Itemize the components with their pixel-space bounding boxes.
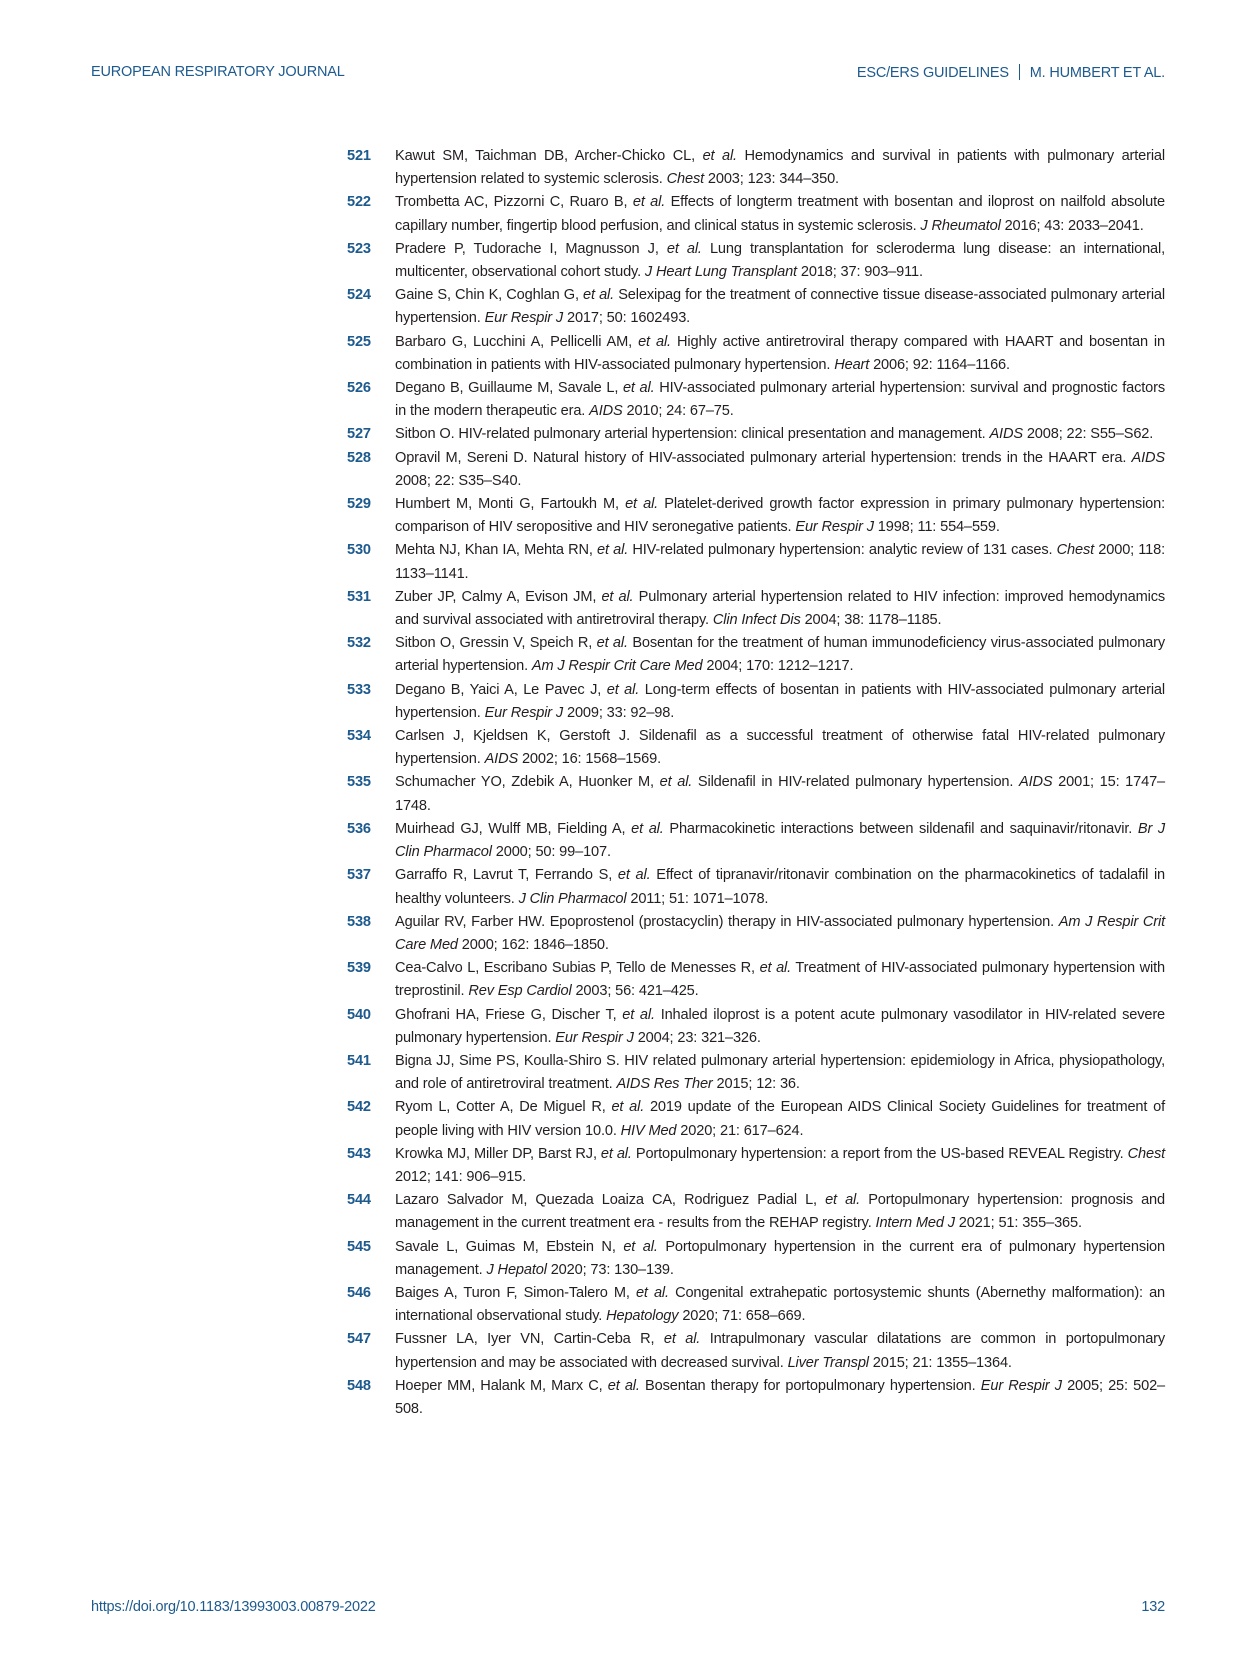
reference-item [347,331,1165,377]
reference-number: 532 [347,635,371,652]
et-al: et al. [635,1284,669,1301]
reference-authors: Sitbon O. [395,426,455,443]
reference-text: Savale L, Guimas M, Ebstein N, et al. Portopulmonary hypertension in the current era of pulmonary hypertension management. J Hepatol 2020; 73: 130–139. [395,1238,1165,1278]
reference-authors: Barbaro G, Lucchini A, Pellicelli AM [395,333,629,350]
reference-journal: Liver Transpl [787,1354,869,1371]
reference-item [347,818,1165,864]
reference-item [347,191,1165,237]
reference-citation: 2017; 50: 1602493. [566,310,691,327]
reference-title: Highly active antiretroviral therapy compared with HAART and bosentan in combination in patients with HIV-associated pulmonary hypertension. [395,333,1165,373]
reference-text [395,423,1165,446]
reference-number: 521 [347,148,371,164]
reference-item [347,1328,1165,1374]
reference-citation: 2005; 25: 502–508. [395,1377,1165,1417]
reference-title: Hemodynamics and survival in patients with pulmonary arterial hypertension related to systemic sclerosis. [395,148,1165,188]
reference-number: 526 [347,380,371,397]
reference-authors: Kawut SM, Taichman DB, Archer-Chicko CL [395,148,692,164]
running-header [857,64,1165,81]
reference-number: 540 [347,1006,371,1023]
reference-number: 530 [347,542,371,559]
et-al: et al. [666,240,702,257]
reference-authors: Hoeper MM, Halank M, Marx C [395,1377,599,1394]
reference-text: Trombetta AC, Pizzorni C, Ruaro B, et al. Effects of longterm treatment with bosentan and iloprost on nailfold absolute capillary number, fingertip blood perfusion, and clinical status in systemic sclerosis. J Rheumatol 2016; 43: 2033–2041. [395,194,1165,234]
reference-journal: AIDS [1131,449,1166,466]
reference-item [347,423,1165,446]
reference-journal: Rev Esp Cardiol [468,983,572,1000]
reference-text: Cea-Calvo L, Escribano Subias P, Tello de Menesses R, et al. Treatment of HIV-associated pulmonary hypertension with treprostinil. Rev Esp Cardiol 2003; 56: 421–425. [395,960,1165,1000]
reference-text: Kawut SM, Taichman DB, Archer-Chicko CL, et al. Hemodynamics and survival in patients with pulmonary arterial hypertension related to systemic sclerosis. Chest 2003; 123: 344–350. [395,148,1165,188]
reference-number: 546 [347,1284,371,1301]
reference-item [347,1050,1165,1096]
reference-item [347,679,1165,725]
reference-title: Effect of tipranavir/ritonavir combination on the pharmacokinetics of tadalafil in healthy volunteers. [395,867,1165,907]
reference-authors: Muirhead GJ, Wulff MB, Fielding A [395,820,622,837]
reference-journal: Intern Med J [875,1215,955,1232]
et-al: et al. [622,380,655,397]
et-al: et al. [702,148,737,164]
reference-number: 523 [347,240,371,257]
reference-journal: AIDS [989,426,1023,443]
reference-title: Portopulmonary hypertension: prognosis and management in the current treatment era - results from the REHAP registry. [395,1192,1165,1232]
et-al: et al. [596,635,628,652]
reference-journal: Chest [1056,542,1095,559]
reference-authors: Cea-Calvo L, Escribano Subias P, Tello de Menesses R [395,960,752,977]
reference-citation: 2000; 162: 1846–1850. [461,936,609,953]
reference-citation: 2009; 33: 92–98. [566,704,675,721]
reference-citation: 2002; 16: 1568–1569. [521,751,661,768]
reference-title: Platelet-derived growth factor expression in primary pulmonary hypertension: comparison of HIV seropositive and HIV seronegative patients. [395,496,1166,536]
et-al: et al. [632,194,666,211]
reference-title: Bosentan therapy for portopulmonary hypertension. [645,1377,976,1394]
et-al: et al. [638,333,671,350]
reference-authors: Krowka MJ, Miller DP, Barst RJ [395,1145,593,1162]
reference-authors: Schumacher YO, Zdebik A, Huonker M [395,774,651,791]
reference-citation: 2015; 12: 36. [716,1076,800,1093]
et-al: et al. [611,1099,645,1116]
reference-authors: Trombetta AC, Pizzorni C, Ruaro B [395,194,624,211]
reference-title: Long-term effects of bosentan in patients with HIV-associated pulmonary arterial hypertension. [395,681,1165,721]
et-al: et al. [617,867,651,884]
reference-item [347,1004,1165,1050]
journal-name: EUROPEAN RESPIRATORY JOURNAL [91,64,345,80]
reference-journal: Br J Clin Pharmacol [395,820,1166,861]
reference-journal: J Rheumatol [920,217,1001,234]
reference-number: 527 [347,426,371,443]
reference-number: 537 [347,867,371,884]
reference-citation: 2003; 56: 421–425. [575,983,699,1000]
reference-title: Bosentan for the treatment of human immunodeficiency virus-associated pulmonary arterial hypertension. [395,635,1165,675]
reference-text: Schumacher YO, Zdebik A, Huonker M, et al. Sildenafil in HIV-related pulmonary hypertension. AIDS 2001; 15: 1747–1748. [395,774,1166,814]
et-al: et al. [625,496,659,513]
reference-item [347,725,1165,771]
reference-title: HIV related pulmonary arterial hypertension: epidemiology in Africa, physiopathology, and role of antiretroviral treatment. [395,1052,1166,1093]
reference-title: Portopulmonary hypertension in the current era of pulmonary hypertension management. [395,1238,1165,1278]
reference-citation: 2008; 22: S55–S62. [1026,426,1154,443]
reference-title: Natural history of HIV-associated pulmonary arterial hypertension: trends in the HAART era. [532,449,1127,466]
reference-text: Gaine S, Chin K, Coghlan G, et al. Selexipag for the treatment of connective tissue disease-associated pulmonary arterial hypertension. Eur Respir J 2017; 50: 1602493. [395,287,1165,327]
reference-authors: Zuber JP, Calmy A, Evison JM [395,588,593,605]
reference-title: HIV-associated pulmonary arterial hypertension: survival and prognostic factors in the modern therapeutic era. [395,380,1166,420]
reference-item [347,632,1165,678]
reference-title: Congenital extrahepatic portosystemic shunts (Abernethy malformation): an international observational study. [395,1284,1166,1325]
reference-number: 525 [347,333,371,350]
reference-item [347,539,1165,585]
section-label: ESC/ERS GUIDELINES [856,65,1009,81]
reference-text [395,1050,1165,1096]
reference-authors: Ghofrani HA, Friese G, Discher T [395,1006,613,1023]
reference-journal: AIDS [1019,774,1053,791]
reference-authors: Mehta NJ, Khan IA, Mehta RN [395,542,589,559]
et-al: et al. [622,1006,655,1023]
reference-journal: Eur Respir J [980,1377,1062,1394]
reference-text: Degano B, Yaici A, Le Pavec J, et al. Long-term effects of bosentan in patients with HIV-associated pulmonary arterial hypertension. Eur Respir J 2009; 33: 92–98. [395,681,1165,721]
reference-number: 522 [347,194,371,211]
reference-title: Pulmonary arterial hypertension related to HIV infection: improved hemodynamics and survival associated with antiretroviral therapy. [395,588,1166,629]
reference-text: Sitbon O, Gressin V, Speich R, et al. Bosentan for the treatment of human immunodeficiency virus-associated pulmonary arterial hypertension. Am J Respir Crit Care Med 2004; 170: 1212–1217. [395,635,1165,675]
reference-title: Epoprostenol (prostacyclin) therapy in HIV-associated pulmonary hypertension. [549,913,1055,930]
reference-citation: 2016; 43: 2033–2041. [1004,217,1144,234]
reference-title: HIV-related pulmonary arterial hypertension: clinical presentation and management. [458,426,986,443]
reference-journal: AIDS [589,403,623,420]
reference-authors: Carlsen J, Kjeldsen K, Gerstoft J. [395,728,630,745]
reference-number: 524 [347,287,371,304]
reference-item [347,957,1165,1003]
reference-text [395,911,1165,957]
reference-title: Inhaled iloprost is a potent acute pulmonary vasodilator in HIV-related severe pulmonary hypertension. [395,1006,1165,1046]
reference-number: 535 [347,774,371,791]
reference-title: Pharmacokinetic interactions between sildenafil and saquinavir/ritonavir. [669,820,1133,837]
reference-authors: Degano B, Yaici A, Le Pavec J [395,681,598,698]
reference-item [347,447,1165,493]
et-al: et al. [759,960,792,977]
reference-title: Intrapulmonary vascular dilatations are common in portopulmonary hypertension and may be associated with decreased survival. [395,1331,1166,1371]
reference-authors: Aguilar RV, Farber HW. [395,913,545,930]
reference-authors: Garraffo R, Lavrut T, Ferrando S [395,867,609,884]
reference-item [347,864,1165,910]
reference-journal: Chest [666,171,704,188]
et-al: et al. [623,1238,658,1255]
reference-title: Effects of longterm treatment with bosentan and iloprost on nailfold absolute capillary number, fingertip blood perfusion, and clinical status in systemic sclerosis. [395,194,1165,234]
reference-title: HIV-related pulmonary hypertension: analytic review of 131 cases. [632,542,1053,559]
reference-journal: J Heart Lung Transplant [644,264,797,281]
reference-journal: AIDS Res Ther [616,1076,713,1093]
reference-journal: AIDS [484,751,519,768]
reference-title: Lung transplantation for scleroderma lung disease: an international, multicenter, observational cohort study. [395,240,1166,281]
reference-journal: Chest [1127,1145,1165,1162]
reference-citation: 2015; 21: 1355–1364. [872,1354,1012,1371]
reference-number: 539 [347,960,371,977]
reference-number: 548 [347,1377,371,1394]
reference-citation: 2003; 123: 344–350. [707,171,839,188]
et-al: et al. [607,1377,640,1394]
reference-list [347,145,1165,1421]
reference-journal: Am J Respir Crit Care Med [531,658,703,675]
reference-authors: Humbert M, Monti G, Fartoukh M [395,496,616,513]
reference-citation: 2004; 170: 1212–1217. [706,658,854,675]
reference-citation: 2004; 38: 1178–1185. [804,612,942,629]
reference-authors: Lazaro Salvador M, Quezada Loaiza CA, Rodriguez Padial L [395,1192,814,1209]
et-al: et al. [825,1192,861,1209]
reference-journal: Eur Respir J [795,519,874,536]
et-al: et al. [663,1331,701,1348]
et-al: et al. [600,1145,632,1162]
reference-authors: Fussner LA, Iyer VN, Cartin-Ceba R [395,1331,651,1348]
reference-citation: 2010; 24: 67–75. [626,403,734,420]
reference-text: Mehta NJ, Khan IA, Mehta RN, et al. HIV-related pulmonary hypertension: analytic review of 131 cases. Chest 2000; 118: 1133–1141. [395,542,1166,582]
reference-text: Fussner LA, Iyer VN, Cartin-Ceba R, et al. Intrapulmonary vascular dilatations are common in portopulmonary hypertension and may be associated with decreased survival. Liver Transpl 2015; 21: 1355–1364. [395,1331,1166,1371]
reference-text: Zuber JP, Calmy A, Evison JM, et al. Pulmonary arterial hypertension related to HIV infection: improved hemodynamics and survival associated with antiretroviral therapy. Clin Infect Dis 2004; 38: 1178–1185. [395,588,1166,629]
reference-title: Treatment of HIV-associated pulmonary hypertension with treprostinil. [395,960,1165,1000]
reference-number: 536 [347,820,371,837]
reference-citation: 2020; 71: 658–669. [682,1308,806,1325]
reference-item [347,1236,1165,1282]
reference-journal: Am J Respir Crit Care Med [395,913,1166,953]
reference-number: 541 [347,1052,371,1069]
reference-number: 543 [347,1145,371,1162]
reference-text: Hoeper MM, Halank M, Marx C, et al. Bosentan therapy for portopulmonary hypertension. Eur Respir J 2005; 25: 502–508. [395,1377,1165,1417]
reference-journal: HIV Med [620,1122,677,1139]
reference-title: Sildenafil in HIV-related pulmonary hypertension. [697,774,1014,791]
reference-text: Ryom L, Cotter A, De Miguel R, et al. 2019 update of the European AIDS Clinical Society Guidelines for treatment of people living with HIV version 10.0. HIV Med 2020; 21: 617–624. [395,1099,1166,1139]
reference-citation: 2020; 73: 130–139. [550,1261,674,1278]
reference-item [347,1282,1165,1328]
reference-item [347,1375,1165,1421]
et-al: et al. [631,820,664,837]
reference-journal: Clin Infect Dis [712,612,801,629]
reference-number: 544 [347,1192,371,1209]
reference-text: Garraffo R, Lavrut T, Ferrando S, et al. Effect of tipranavir/ritonavir combination on the pharmacokinetics of tadalafil in healthy volunteers. J Clin Pharmacol 2011; 51: 1071–1078. [395,867,1165,907]
reference-citation: 2000; 118: 1133–1141. [395,542,1166,582]
reference-journal: J Hepatol [486,1261,547,1278]
reference-number: 547 [347,1331,371,1348]
reference-citation: 1998; 11: 554–559. [877,519,1000,536]
reference-title: Selexipag for the treatment of connective tissue disease-associated pulmonary arterial hypertension. [395,287,1165,327]
et-al: et al. [601,588,634,605]
reference-item [347,911,1165,957]
reference-journal: J Clin Pharmacol [518,890,627,907]
reference-item [347,1096,1165,1142]
reference-item [347,238,1165,284]
reference-authors: Ryom L, Cotter A, De Miguel R [395,1099,602,1116]
reference-authors: Pradere P, Tudorache I, Magnusson J [395,240,655,257]
reference-citation: 2018; 37: 903–911. [800,264,923,281]
reference-item [347,1143,1165,1189]
reference-title: Sildenafil as a successful treatment of otherwise fatal HIV-related pulmonary hypertension. [395,728,1166,768]
reference-number: 534 [347,728,371,745]
reference-citation: 2001; 15: 1747–1748. [395,774,1166,814]
reference-item [347,771,1165,817]
et-al: et al. [659,774,693,791]
reference-number: 529 [347,496,371,513]
header-divider [1019,64,1020,80]
reference-citation: 2008; 22: S35–S40. [395,472,522,489]
reference-item [347,586,1165,632]
reference-number: 538 [347,913,371,930]
reference-journal: Eur Respir J [484,310,564,327]
reference-item [347,145,1165,191]
reference-authors: Savale L, Guimas M, Ebstein N [395,1238,612,1255]
reference-text [395,725,1165,771]
reference-journal: Heart [834,356,870,373]
page-number: 132 [1141,1599,1165,1615]
reference-authors: Baiges A, Turon F, Simon-Talero M [395,1284,626,1301]
reference-text: Barbaro G, Lucchini A, Pellicelli AM, et al. Highly active antiretroviral therapy compared with HAART and bosentan in combination in patients with HIV-associated pulmonary hypertension. Heart 2006; 92: 1164–1166. [395,333,1165,373]
reference-authors: Gaine S, Chin K, Coghlan G [395,287,575,304]
et-al: et al. [606,681,640,698]
reference-text [395,447,1165,493]
reference-title: 2019 update of the European AIDS Clinical Society Guidelines for treatment of people living with HIV version 10.0. [395,1099,1166,1139]
reference-number: 531 [347,588,371,605]
reference-text: Ghofrani HA, Friese G, Discher T, et al. Inhaled iloprost is a potent acute pulmonary vasodilator in HIV-related severe pulmonary hypertension. Eur Respir J 2004; 23: 321–326. [395,1006,1165,1046]
reference-item [347,284,1165,330]
reference-citation: 2006; 92: 1164–1166. [873,356,1010,373]
reference-text: Humbert M, Monti G, Fartoukh M, et al. Platelet-derived growth factor expression in primary pulmonary hypertension: comparison of HIV seropositive and HIV seronegative patients. Eur Respir J 1998; 11: 554–559. [395,496,1166,536]
reference-journal: Hepatology [606,1308,679,1325]
reference-authors: Sitbon O, Gressin V, Speich R [395,635,589,652]
reference-citation: 2004; 23: 321–326. [637,1029,761,1046]
reference-citation: 2020; 21: 617–624. [680,1122,804,1139]
reference-authors: Opravil M, Sereni D. [395,449,528,466]
reference-text: Degano B, Guillaume M, Savale L, et al. HIV-associated pulmonary arterial hypertension: survival and prognostic factors in the modern therapeutic era. AIDS 2010; 24: 67–75. [395,380,1166,420]
reference-item [347,493,1165,539]
reference-text: Muirhead GJ, Wulff MB, Fielding A, et al. Pharmacokinetic interactions between sildenafil and saquinavir/ritonavir. Br J Clin Pharmacol 2000; 50: 99–107. [395,820,1166,861]
reference-title: Portopulmonary hypertension: a report from the US-based REVEAL Registry. [635,1145,1124,1162]
reference-item [347,377,1165,423]
reference-text: Krowka MJ, Miller DP, Barst RJ, et al. Portopulmonary hypertension: a report from the US-based REVEAL Registry. Chest 2012; 141: 906–915. [395,1145,1165,1185]
reference-authors: Bigna JJ, Sime PS, Koulla-Shiro S. [395,1052,620,1069]
reference-item [347,1189,1165,1235]
et-al: et al. [597,542,629,559]
reference-authors: Degano B, Guillaume M, Savale L [395,380,615,397]
reference-number: 545 [347,1238,371,1255]
doi-link[interactable]: https://doi.org/10.1183/13993003.00879-2022 [91,1599,376,1615]
reference-text: Lazaro Salvador M, Quezada Loaiza CA, Rodriguez Padial L, et al. Portopulmonary hypertension: prognosis and management in the current treatment era - results from the REHAP registry. Intern Med J 2021; 51: 355–365. [395,1192,1165,1232]
reference-citation: 2021; 51: 355–365. [958,1215,1082,1232]
reference-journal: Eur Respir J [484,704,564,721]
reference-number: 533 [347,681,371,698]
header-authors: M. HUMBERT ET AL. [1029,65,1165,81]
reference-number: 542 [347,1099,371,1116]
reference-number: 528 [347,449,371,466]
reference-citation: 2011; 51: 1071–1078. [630,890,769,907]
reference-text: Baiges A, Turon F, Simon-Talero M, et al. Congenital extrahepatic portosystemic shunts (Abernethy malformation): an international observational study. Hepatology 2020; 71: 658–669. [395,1284,1166,1325]
et-al: et al. [583,287,615,304]
reference-journal: Eur Respir J [555,1029,634,1046]
reference-citation: 2012; 141: 906–915. [395,1168,527,1185]
reference-citation: 2000; 50: 99–107. [495,844,611,861]
reference-text: Pradere P, Tudorache I, Magnusson J, et al. Lung transplantation for scleroderma lung disease: an international, multicenter, observational cohort study. J Heart Lung Transplant 2018; 37: 903–911. [395,240,1166,281]
